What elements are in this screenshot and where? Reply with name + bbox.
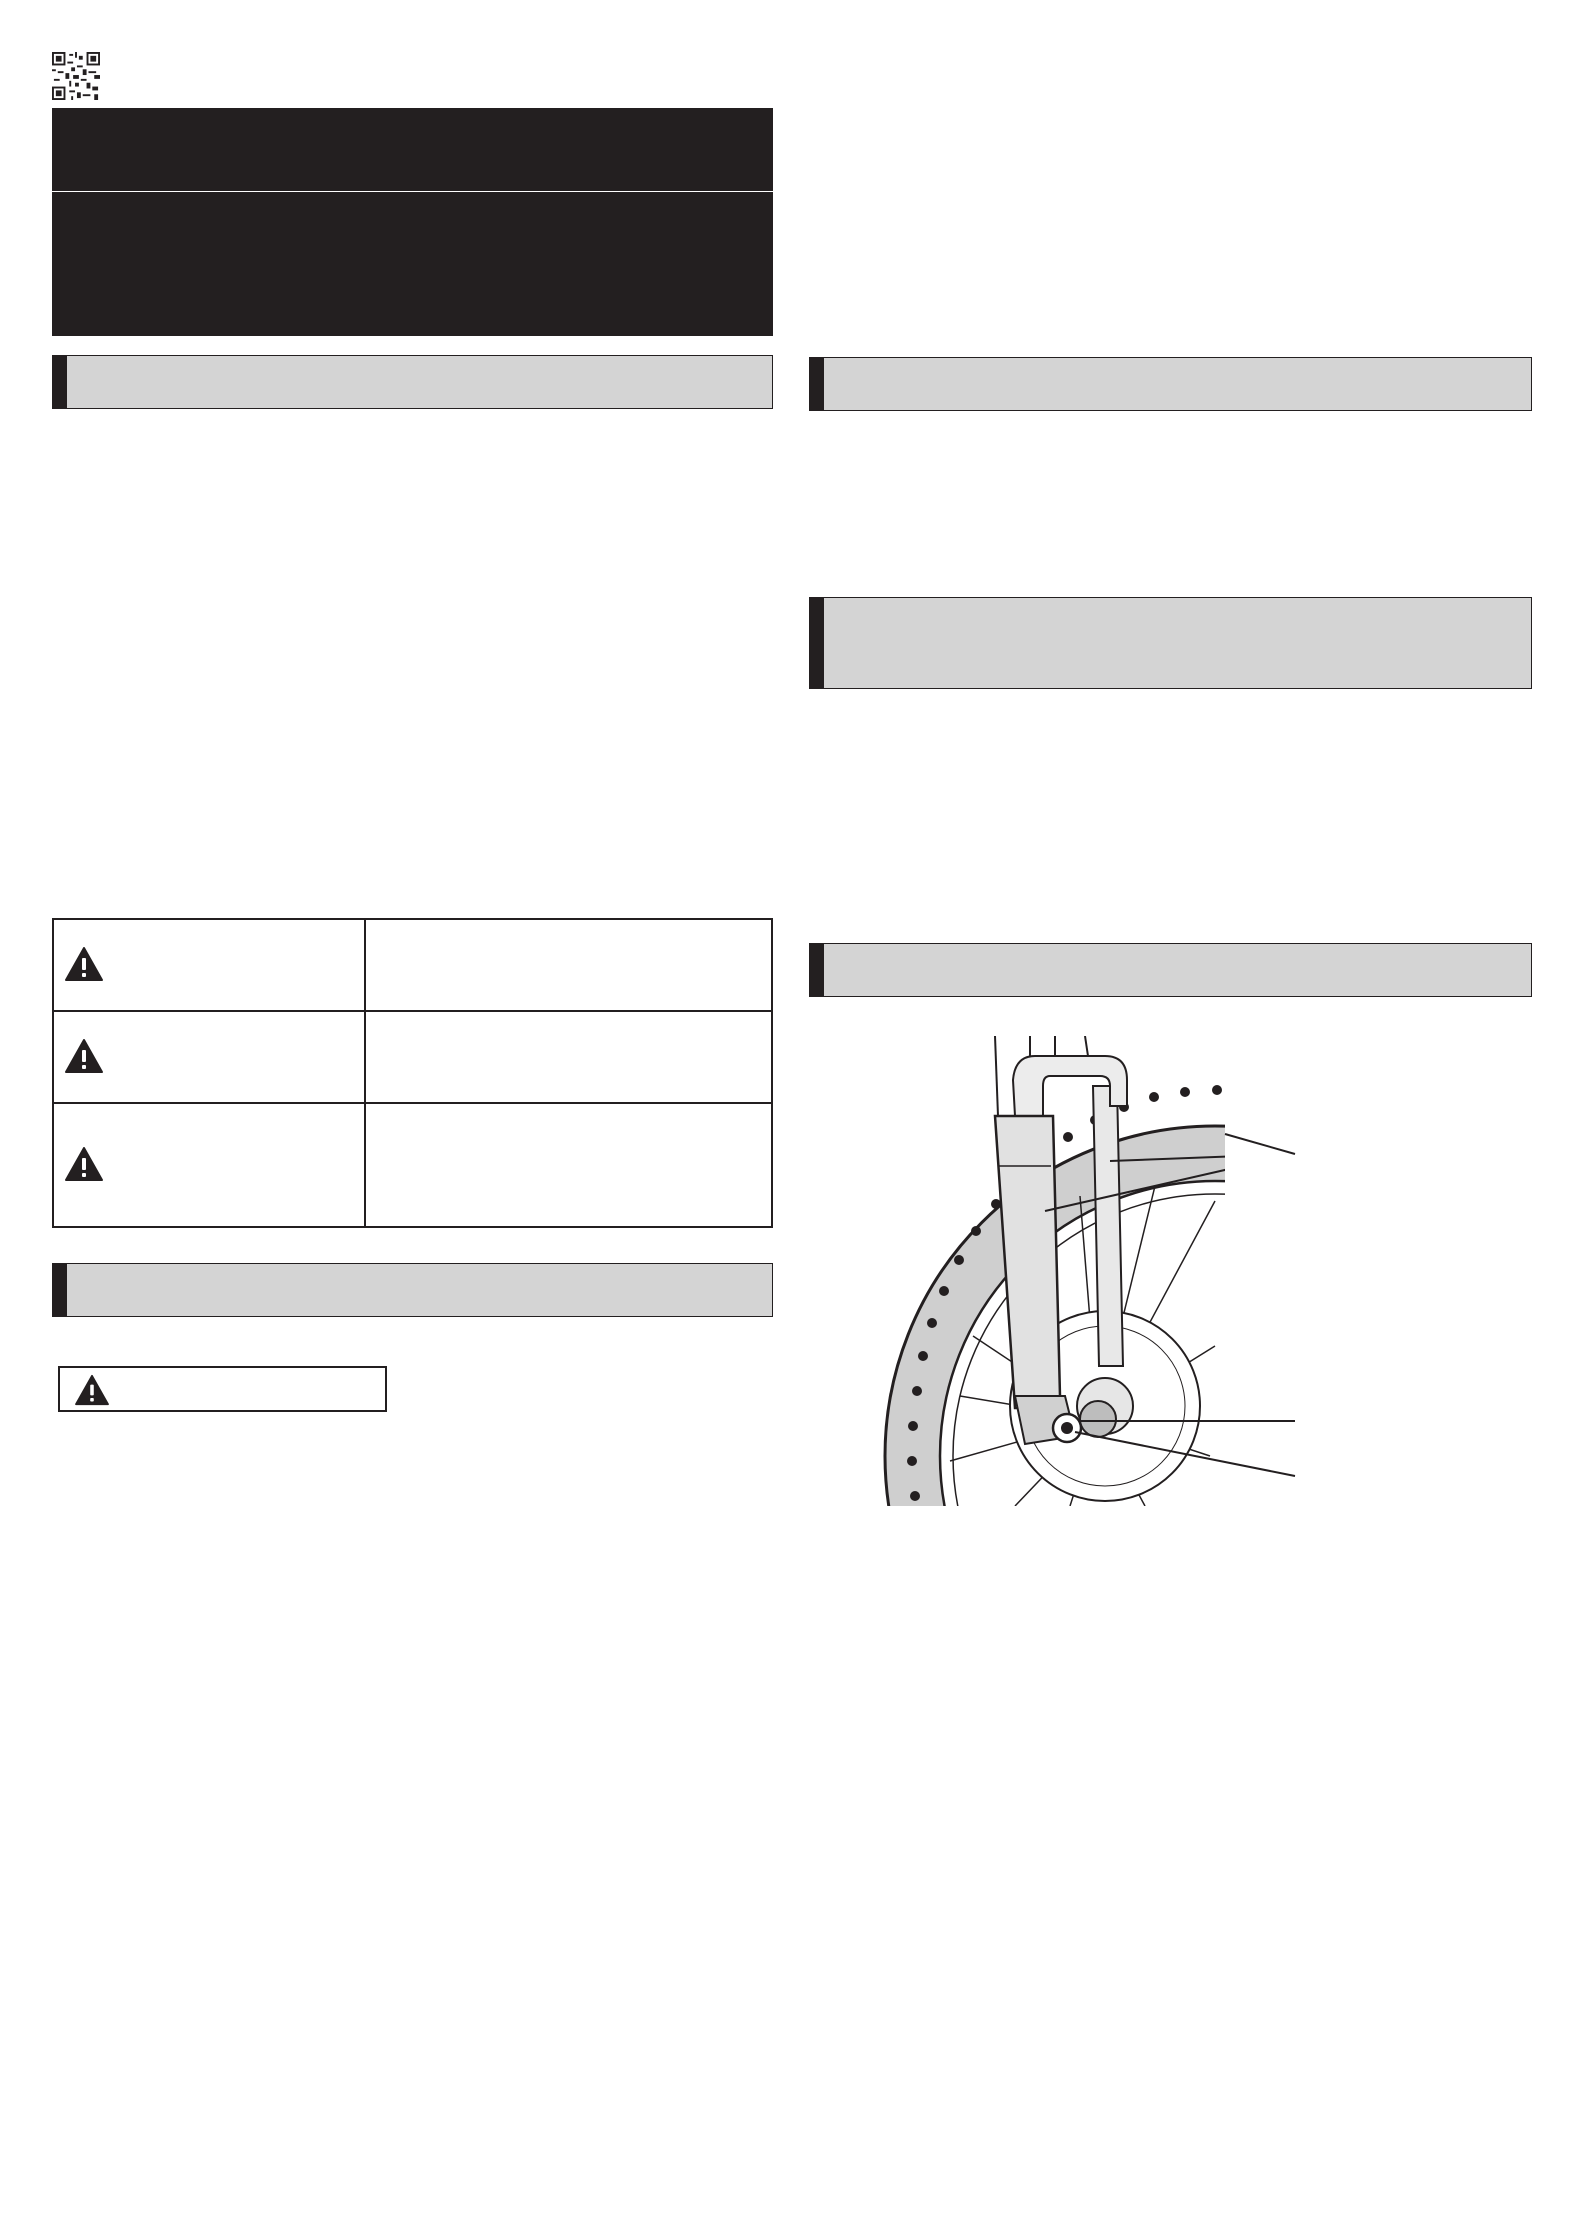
signal-word-table	[52, 918, 773, 1228]
section-heading-5	[809, 943, 1532, 997]
signal-word-row	[54, 1012, 771, 1104]
section-heading-marker	[810, 598, 824, 688]
section-heading-marker	[810, 944, 824, 996]
section-heading-marker	[810, 358, 824, 410]
qr-code-icon	[52, 52, 100, 100]
section-heading-1	[52, 355, 773, 409]
warning-label-box	[58, 1366, 387, 1412]
signal-word-row	[54, 1104, 771, 1226]
section-heading-4	[809, 597, 1532, 689]
title-band	[52, 108, 773, 191]
warning-triangle-icon	[64, 1146, 104, 1182]
subtitle-band	[52, 192, 773, 336]
section-heading-2	[52, 1263, 773, 1317]
document-title	[52, 108, 773, 148]
column-divider	[364, 920, 366, 1010]
warning-triangle-icon	[74, 1374, 110, 1406]
warning-triangle-icon	[64, 946, 104, 982]
section-heading-marker	[53, 1264, 67, 1316]
section-heading-marker	[53, 356, 67, 408]
signal-word-row	[54, 920, 771, 1012]
column-divider	[364, 1012, 366, 1102]
warning-triangle-icon	[64, 1038, 104, 1074]
document-subtitle	[52, 192, 773, 232]
column-divider	[364, 1104, 366, 1226]
front-wheel-fork-illustration	[855, 1036, 1310, 1506]
section-heading-3	[809, 357, 1532, 411]
